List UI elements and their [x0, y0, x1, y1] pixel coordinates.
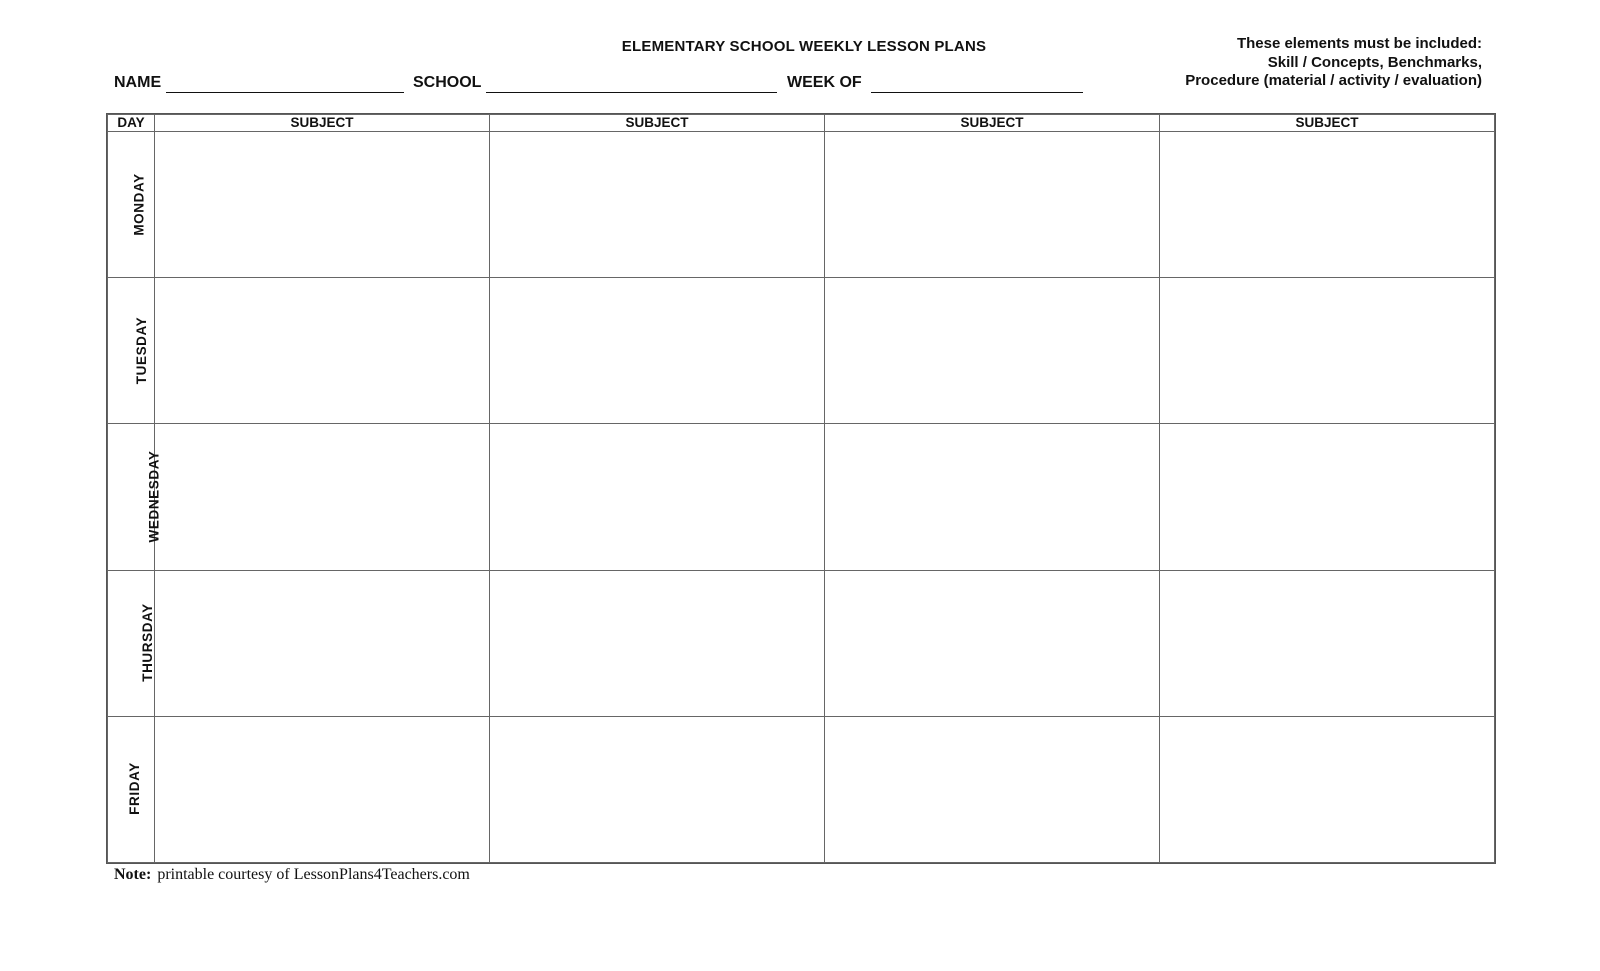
plan-cell[interactable] [825, 278, 1160, 424]
day-row-monday [108, 132, 1495, 278]
day-label: TUESDAY [134, 316, 150, 385]
plan-cell[interactable] [155, 132, 490, 278]
subject-column-header: SUBJECT [1160, 115, 1495, 132]
requirements-line: Skill / Concepts, Benchmarks, [1267, 53, 1482, 71]
plan-cell[interactable] [490, 278, 825, 424]
plan-cell[interactable] [490, 716, 825, 862]
plan-cell[interactable] [1160, 570, 1495, 716]
day-cell [108, 716, 155, 862]
day-label: FRIDAY [126, 762, 142, 816]
week-of-field-line[interactable] [871, 92, 1083, 93]
plan-cell[interactable] [825, 570, 1160, 716]
header-fields [114, 74, 1094, 96]
plan-cell[interactable] [490, 570, 825, 716]
lesson-plan-grid [106, 113, 1496, 864]
day-column-header: DAY [108, 115, 155, 132]
name-label: NAME [114, 74, 162, 91]
footer-note [114, 866, 470, 884]
subject-column-header: SUBJECT [825, 115, 1160, 132]
requirements-note [1185, 35, 1482, 91]
plan-cell[interactable] [490, 132, 825, 278]
subject-column-header: SUBJECT [490, 115, 825, 132]
requirements-line: Procedure (material / activity / evaluation) [1185, 72, 1482, 89]
plan-cell[interactable] [1160, 424, 1495, 570]
header-row [108, 115, 1495, 132]
plan-cell[interactable] [155, 570, 490, 716]
day-label: WEDNESDAY [146, 450, 162, 543]
lesson-plan-table [107, 114, 1495, 863]
subject-column-header: SUBJECT [155, 115, 490, 132]
day-row-wednesday [108, 424, 1495, 570]
name-field-line[interactable] [166, 92, 404, 93]
plan-cell[interactable] [155, 716, 490, 862]
footer-note-label: Note: [114, 866, 152, 883]
plan-cell[interactable] [1160, 716, 1495, 862]
plan-cell[interactable] [155, 424, 490, 570]
plan-cell[interactable] [825, 424, 1160, 570]
day-row-thursday [108, 570, 1495, 716]
day-label: MONDAY [131, 172, 147, 236]
day-label: THURSDAY [139, 603, 155, 682]
plan-cell[interactable] [1160, 132, 1495, 278]
school-label: SCHOOL [413, 74, 482, 91]
day-cell [108, 424, 162, 570]
page-title: ELEMENTARY SCHOOL WEEKLY LESSON PLANS [621, 38, 987, 55]
day-row-tuesday [108, 278, 1495, 424]
footer-note-text: printable courtesy of LessonPlans4Teachers.com [157, 866, 470, 883]
day-cell [108, 570, 155, 716]
plan-cell[interactable] [825, 132, 1160, 278]
day-cell [108, 278, 155, 424]
week-of-label: WEEK OF [787, 74, 862, 91]
day-row-friday [108, 716, 1495, 862]
plan-cell[interactable] [490, 424, 825, 570]
plan-cell[interactable] [155, 278, 490, 424]
day-cell [108, 132, 155, 278]
plan-cell[interactable] [825, 716, 1160, 862]
requirements-line: These elements must be included: [1236, 35, 1482, 52]
school-field-line[interactable] [486, 92, 777, 93]
plan-cell[interactable] [1160, 278, 1495, 424]
